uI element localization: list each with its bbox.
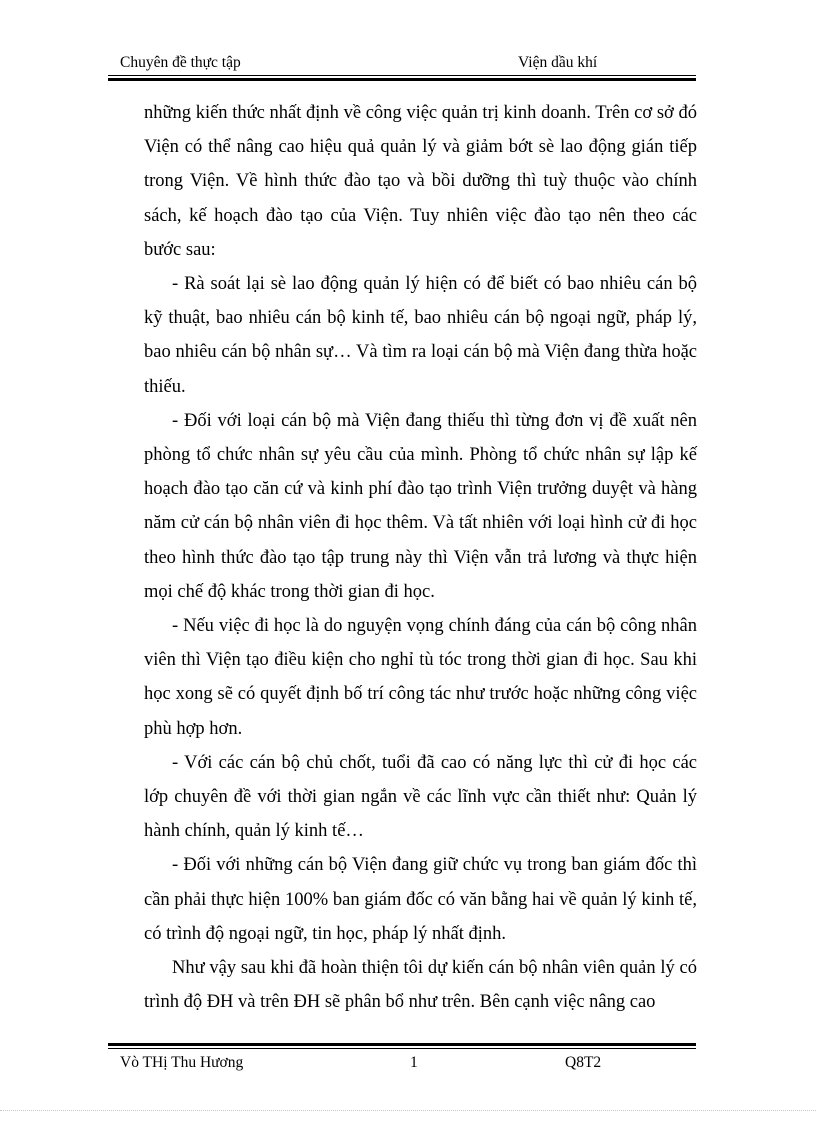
page-header (108, 50, 696, 74)
page-break-line (0, 1110, 816, 1111)
header-document-type: Chuyên đề thực tập (120, 54, 241, 71)
page-footer (108, 1052, 696, 1076)
body-text (144, 96, 697, 1019)
footer-rule-thin (108, 1048, 696, 1049)
paragraph-missing-staff: - Đối với loại cán bộ mà Viện đang thiếu thì từng đơn vị đề xuất nên phòng tổ chức nhân sự yêu cầu của mình. Phòng tổ chức nhân sự lập kế hoạch đào tạo căn cứ và kinh phí đào tạo trình Viện trưởng duyệt và hàng năm cử cán bộ nhân viên đi học thêm. Và tất nhiên với loại hình cử đi học theo hình thức đào tạo tập trung này thì Viện vẫn trả lương và thực hiện mọi chế độ khác trong thời gian đi học. (144, 410, 697, 602)
header-rule-thick (108, 78, 696, 81)
paragraph-voluntary-study: - Nếu việc đi học là do nguyện vọng chính đáng của cán bộ công nhân viên thì Viện tạo điều kiện cho nghỉ tù tóc trong thời gian đi học. Sau khi học xong sẽ có quyết định bố trí công tác như trước hoặc những công việc phù hợp hơn. (144, 616, 697, 739)
paragraph-continuation: những kiến thức nhất định về công việc quản trị kinh doanh. Trên cơ sở đó Viện có thể nâng cao hiệu quả quản lý và giảm bớt sè lao động gián tiếp trong Viện. Về hình thức đào tạo và bồi dưỡng thì tuỳ thuộc vào chính sách, kế hoạch đào tạo của Viện. Tuy nhiên việc đào tạo nên theo các bước sau: (144, 103, 697, 260)
footer-class-code: Q8T2 (565, 1054, 602, 1071)
header-rule-thin (108, 75, 696, 76)
paragraph-conclusion: Như vậy sau khi đã hoàn thiện tôi dự kiến cán bộ nhân viên quản lý có trình độ ĐH và trên ĐH sẽ phân bổ như trên. Bên cạnh việc nâng cao (144, 958, 697, 1013)
footer-rule-thick (108, 1043, 696, 1046)
page-number: 1 (410, 1054, 418, 1071)
paragraph-review-staff: - Rà soát lại sè lao động quản lý hiện có để biết có bao nhiêu cán bộ kỹ thuật, bao nhiêu cán bộ kinh tế, bao nhiêu cán bộ ngoại ngữ, pháp lý, bao nhiêu cán bộ nhân sự… Và tìm ra loại cán bộ mà Viện đang thừa hoặc thiếu. (144, 274, 697, 397)
footer-author: Vò THị Thu Hương (120, 1054, 244, 1071)
paragraph-key-staff: - Với các cán bộ chủ chốt, tuổi đã cao có năng lực thì cử đi học các lớp chuyên đề với thời gian ngắn về các lĩnh vực cần thiết như: Quản lý hành chính, quản lý kinh tế… (144, 752, 697, 842)
header-organization: Viện dầu khí (518, 54, 598, 71)
paragraph-board-of-directors: - Đối với những cán bộ Viện đang giữ chức vụ trong ban giám đốc thì cần phải thực hiện 100% ban giám đốc có văn bằng hai về quản lý kinh tế, có trình độ ngoại ngữ, tin học, pháp lý nhất định. (144, 855, 697, 944)
